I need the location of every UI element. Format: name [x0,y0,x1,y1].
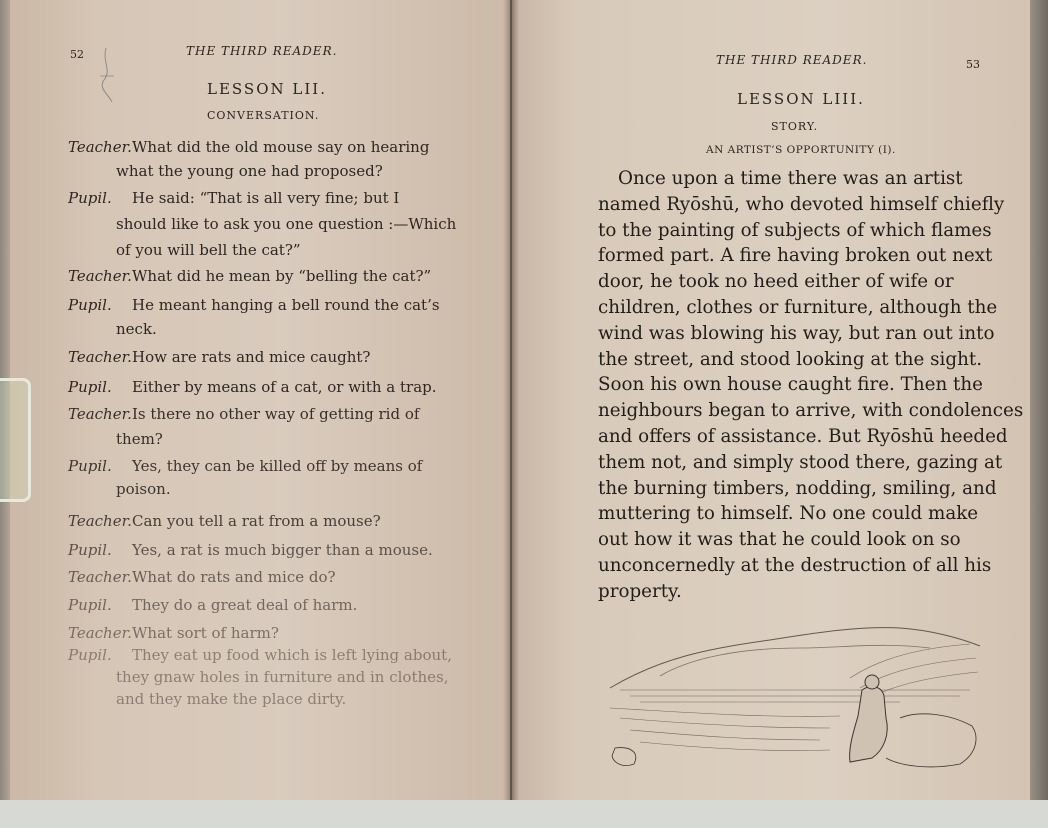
dialogue-line: poison. [116,480,171,498]
story-title: AN ARTIST’S OPPORTUNITY (I). [706,144,896,156]
speaker-label: Teacher. [68,512,132,530]
speaker-label: Teacher. [68,568,132,586]
dialogue-line: What did he mean by “belling the cat?” [132,267,432,285]
speaker-label: Pupil. [68,378,112,396]
speaker-label: Teacher. [68,348,132,366]
dialogue-line: and they make the place dirty. [116,690,347,708]
speaker-label: Pupil. [68,646,112,664]
left-running-head: THE THIRD READER. [186,44,338,58]
speaker-label: Pupil. [68,596,112,614]
story-line: children, clothes or furniture, although the [598,297,998,318]
speaker-label: Teacher. [68,267,132,285]
story-line: property. [598,580,682,602]
story-line: to the painting of subjects of which flames [598,219,992,241]
story-line: wind was blowing his way, but ran out into [598,322,995,344]
left-subtitle: CONVERSATION. [207,109,320,122]
pencil-mark-icon [92,46,122,106]
speaker-label: Teacher. [68,405,132,423]
speaker-label: Teacher. [68,624,132,642]
story-line: formed part. A fire having broken out next [598,245,993,267]
page-clip [0,378,31,502]
right-subtitle: STORY. [771,120,819,133]
story-line: neighbours began to arrive, with condolences [598,400,1024,422]
story-line: out how it was that he could look on so [598,529,961,551]
right-page-number: 53 [966,58,980,71]
right-lesson-title: LESSON LIII. [737,90,865,108]
story-line: the burning timbers, nodding, smiling, and [598,477,997,499]
story-line: unconcernedly at the destruction of all his [598,555,992,576]
dialogue-line: should like to ask you one question :—Which [116,215,457,233]
dialogue-line: of you will bell the cat?” [116,241,301,259]
dialogue-line: What did the old mouse say on hearing [132,138,430,156]
speaker-label: Pupil. [68,541,112,559]
right-running-head: THE THIRD READER. [716,53,868,67]
left-page-number: 52 [70,48,84,61]
dialogue-line: what the young one had proposed? [116,162,383,180]
speaker-label: Pupil. [68,189,112,207]
story-line: muttering to himself. No one could make [598,503,979,525]
story-line: Once upon a time there was an artist [618,168,963,189]
dialogue-line: them? [116,430,163,448]
dialogue-line: He said: “That is all very fine; but I [132,189,400,207]
story-line: them not, and simply stood there, gazing at [598,451,1003,473]
dialogue-line: Either by means of a cat, or with a trap. [132,378,437,396]
dialogue-line: They do a great deal of harm. [132,596,358,614]
book-gutter [503,0,519,812]
dialogue-line: He meant hanging a bell round the cat’s [132,296,440,314]
story-line: and offers of assistance. But Ryōshū heeded [598,426,1008,447]
dialogue-line: They eat up food which is left lying about, [132,646,452,664]
desk-surface [0,800,1048,828]
story-line: named Ryōshū, who devoted himself chiefly [598,193,1005,215]
speaker-label: Teacher. [68,138,132,156]
dialogue-line: Yes, a rat is much bigger than a mouse. [132,541,433,559]
dialogue-line: neck. [116,320,157,338]
story-line: Soon his own house caught fire. Then the [598,374,983,396]
story-line: door, he took no heed either of wife or [598,271,954,293]
dialogue-line: Can you tell a rat from a mouse? [132,512,381,530]
dialogue-line: What sort of harm? [132,624,279,642]
dialogue-line: they gnaw holes in furniture and in clothes, [116,668,449,686]
story-line: the street, and stood looking at the sight. [598,348,983,370]
landscape-illustration [600,618,990,778]
speaker-label: Pupil. [68,296,112,314]
dialogue-line: Is there no other way of getting rid of [132,405,420,423]
left-lesson-title: LESSON LII. [207,80,327,98]
dialogue-line: Yes, they can be killed off by means of [132,457,423,475]
speaker-label: Pupil. [68,457,112,475]
dialogue-line: How are rats and mice caught? [132,348,371,366]
book-cover-edge-right [1030,0,1048,800]
dialogue-line: What do rats and mice do? [132,568,336,586]
